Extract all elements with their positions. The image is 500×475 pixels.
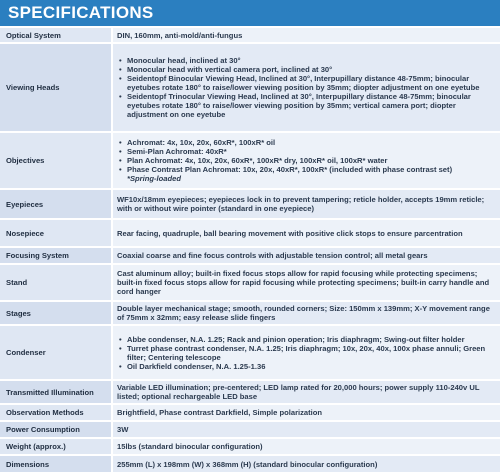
spec-row-power-consumption (0, 421, 500, 438)
spec-row-condenser (0, 325, 500, 380)
spec-label: Focusing System (0, 247, 112, 264)
specifications-header (0, 0, 500, 26)
spec-value: WF10x/18mm eyepieces; eyepieces lock in to prevent tampering; reticle holder, accepts 19mm reticle; with or without wire pointer (standard in one eyepiece) (112, 189, 500, 219)
spec-label: Stand (0, 264, 112, 301)
bullet-list (117, 335, 496, 371)
list-item: • Turret phase contrast condenser, N.A. 1.25; Iris diaphragm; 10x, 20x, 40x, 100x phase annuli; Green filter; Centering telescope (127, 344, 496, 362)
spec-label: Weight (approx.) (0, 438, 112, 455)
spec-row-stages (0, 301, 500, 325)
list-item: • Oil Darkfield condenser, N.A. 1.25-1.36 (127, 362, 496, 371)
spec-row-eyepieces (0, 189, 500, 219)
spec-value: Rear facing, quadruple, ball bearing movement with positive click stops to ensure parcentration (112, 219, 500, 247)
spec-label: Objectives (0, 132, 112, 189)
list-item: • Seidentopf Binocular Viewing Head, Inclined at 30°, Interpupillary distance 48-75mm; binocular eyetubes rotate 180° to raise/lower viewing position by 35mm; diopter adjustment on one eyetube (127, 74, 496, 92)
spec-label: Observation Methods (0, 404, 112, 421)
spec-label: Eyepieces (0, 189, 112, 219)
spec-value (112, 43, 500, 132)
spec-value (112, 132, 500, 189)
spec-row-dimensions (0, 455, 500, 472)
spec-value: DIN, 160mm, anti-mold/anti-fungus (112, 27, 500, 43)
spec-row-transmitted-illumination (0, 380, 500, 404)
bullet-list (117, 56, 496, 119)
spec-row-observation-methods (0, 404, 500, 421)
spec-value: 15lbs (standard binocular configuration) (112, 438, 500, 455)
spec-value: Double layer mechanical stage; smooth, rounded corners; Size: 150mm x 139mm; X-Y movement range of 75mm x 32mm; easy release slide fingers (112, 301, 500, 325)
spec-value: Variable LED illumination; pre-centered; LED lamp rated for 20,000 hours; power supply 110-240v UL listed; optional rechargeable LED base (112, 380, 500, 404)
spec-row-viewing-heads (0, 43, 500, 132)
spec-label: Transmitted Illumination (0, 380, 112, 404)
spec-label: Nosepiece (0, 219, 112, 247)
list-item: • Monocular head with vertical camera port, inclined at 30° (127, 65, 496, 74)
spec-value: Cast aluminum alloy; built-in fixed focus stops allow for rapid focusing while protecting specimens; built-in fixed focus stops allow for rapid focusing while protecting specimens; built-in carry handle and cord hanger (112, 264, 500, 301)
list-item: • Seidentopf Trinocular Viewing Head, Inclined at 30°, Interpupillary distance 48-75mm; binocular eyetubes rotate 180° to raise/lower viewing position by 35mm; vertical camera port; diopter adjustment on one eyetube (127, 92, 496, 119)
spec-row-focusing-system (0, 247, 500, 264)
spec-value: 3W (112, 421, 500, 438)
list-item: • Abbe condenser, N.A. 1.25; Rack and pinion operation; Iris diaphragm; Swing-out filter holder (127, 335, 496, 344)
spec-value: 255mm (L) x 198mm (W) x 368mm (H) (standard binocular configuration) (112, 455, 500, 472)
spec-label: Viewing Heads (0, 43, 112, 132)
spec-label: Power Consumption (0, 421, 112, 438)
spec-value: Brightfield, Phase contrast Darkfield, Simple polarization (112, 404, 500, 421)
spec-value: Coaxial coarse and fine focus controls with adjustable tension control; all metal gears (112, 247, 500, 264)
spec-label: Condenser (0, 325, 112, 380)
spec-row-weight (0, 438, 500, 455)
list-item: • Monocular head, inclined at 30° (127, 56, 496, 65)
spec-value (112, 325, 500, 380)
list-item: • Achromat: 4x, 10x, 20x, 60xR*, 100xR* oil (127, 138, 496, 147)
spec-row-optical-system (0, 27, 500, 43)
spec-row-nosepiece (0, 219, 500, 247)
footnote: *Spring-loaded (127, 174, 182, 183)
spec-row-objectives (0, 132, 500, 189)
spec-row-stand (0, 264, 500, 301)
page-title: SPECIFICATIONS (8, 3, 154, 22)
spec-label: Stages (0, 301, 112, 325)
spec-label: Optical System (0, 27, 112, 43)
specifications-table (0, 26, 500, 472)
list-item: • Plan Achromat: 4x, 10x, 20x, 60xR*, 100xR* dry, 100xR* oil, 100xR* water (127, 156, 496, 165)
list-item: • Phase Contrast Plan Achromat: 10x, 20x, 40xR*, 100xR* (included with phase contrast set) (127, 165, 496, 174)
spec-label: Dimensions (0, 455, 112, 472)
list-item: • Semi-Plan Achromat: 40xR* (127, 147, 496, 156)
bullet-list (117, 138, 496, 174)
